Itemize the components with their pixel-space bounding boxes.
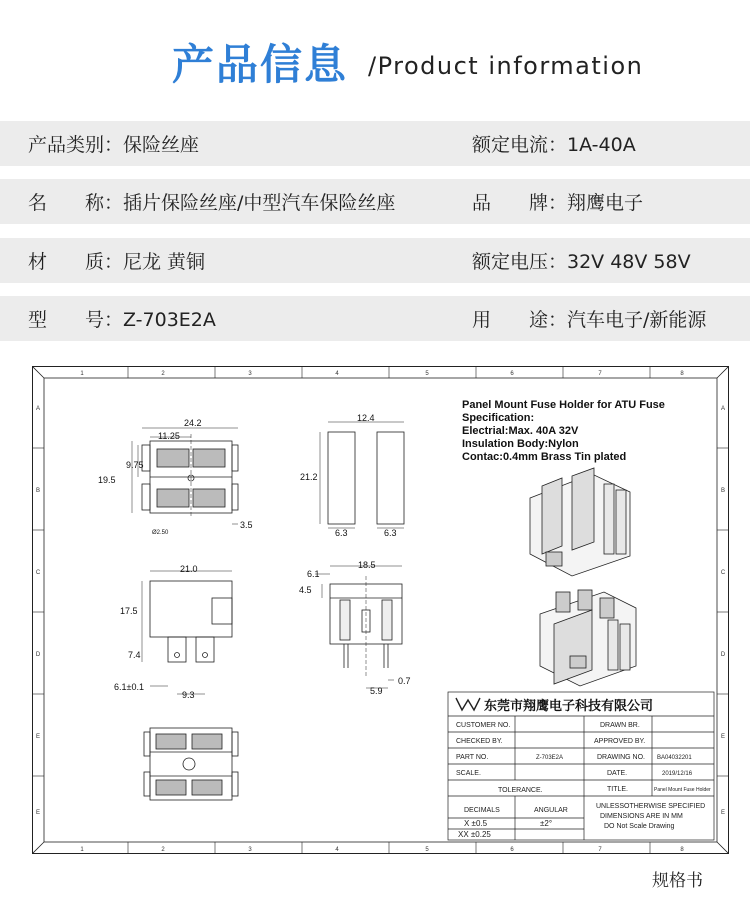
col-label: 8 (680, 371, 684, 377)
row-label: A (35, 406, 41, 412)
spec-material: 材 质：尼龙 黄铜 (28, 251, 206, 273)
date-value: 2019/12/16 (662, 771, 693, 777)
drawing-no-label: DRAWING NO. (597, 754, 645, 761)
col-label: 6 (510, 371, 514, 377)
spec-line: Electrial:Max. 40A 32V (462, 425, 579, 437)
dim-6-1-tol: 6.1±0.1 (114, 682, 144, 692)
dim-6-1: 6.1 (307, 569, 320, 579)
dim-9-3: 9.3 (182, 690, 195, 700)
row-label: E (35, 810, 41, 816)
drawing-no-value: BA04032201 (657, 755, 692, 761)
title-value: Panel Mount Fuse Holder (654, 787, 711, 793)
col-label: 5 (425, 371, 429, 377)
col-label: 4 (335, 847, 339, 853)
col-label: 1 (80, 847, 84, 853)
dim-6-3b: 6.3 (384, 528, 397, 538)
col-label: 2 (161, 371, 165, 377)
title-label: TITLE. (607, 786, 629, 793)
row-label: D (720, 652, 726, 658)
dim-5-9: 5.9 (370, 686, 383, 696)
row-label: B (35, 488, 41, 494)
decimals-label: DECIMALS (464, 807, 500, 814)
dim-4-5: 4.5 (299, 585, 312, 595)
spec-rated-voltage: 额定电压：32V 48V 58V (472, 251, 691, 273)
row-label: D (35, 652, 41, 658)
tolerance-label: TOLERANCE. (498, 787, 543, 794)
page-title-cn: 产品信息 (172, 40, 349, 89)
dim-7-4: 7.4 (128, 650, 141, 660)
spec-line: Insulation Body:Nylon (462, 438, 579, 450)
dim-19-5: 19.5 (98, 475, 116, 485)
spec-model: 型 号：Z-703E2A (28, 309, 216, 331)
col-label: 8 (680, 847, 684, 853)
spec-row-1 (0, 121, 750, 166)
page-header (0, 0, 750, 112)
customer-no-label: CUSTOMER NO. (456, 722, 511, 729)
part-no-value: Z-703E2A (536, 755, 564, 761)
approved-by-label: APPROVED BY. (594, 738, 646, 745)
angle-tolerance: ±2° (540, 819, 553, 828)
col-label: 5 (425, 847, 429, 853)
technical-drawing (32, 366, 729, 854)
row-label: A (720, 406, 726, 412)
scale-label: SCALE. (456, 770, 481, 777)
date-label: DATE. (607, 770, 628, 777)
page-title-en: /Product information (368, 52, 644, 80)
spec-rated-current: 额定电流：1A-40A (472, 134, 636, 156)
company-name: 东莞市翔鹰电子科技有限公司 (484, 698, 654, 713)
checked-by-label: CHECKED BY. (456, 738, 503, 745)
dim-9-75: 9.75 (126, 460, 144, 470)
x-tolerance: X ±0.5 (464, 819, 488, 828)
dim-24-2: 24.2 (184, 418, 202, 428)
spec-line: Panel Mount Fuse Holder for ATU Fuse (462, 399, 665, 411)
dim-21-2: 21.2 (300, 472, 318, 482)
spec-application: 用 途：汽车电子/新能源 (472, 309, 707, 331)
spec-row-2 (0, 179, 750, 224)
dim-17-5: 17.5 (120, 606, 138, 616)
dim-12-4: 12.4 (357, 413, 375, 423)
drawn-by-label: DRAWN BR. (600, 722, 640, 729)
note-line: UNLESSOTHERWISE SPECIFIED (596, 803, 706, 810)
spec-row-4 (0, 296, 750, 341)
dim-diameter: Ø2.50 (152, 530, 169, 536)
dim-3-5: 3.5 (240, 520, 253, 530)
dim-11-25: 11.25 (158, 431, 180, 441)
xx-tolerance: XX ±0.25 (458, 830, 491, 839)
dim-6-3a: 6.3 (335, 528, 348, 538)
dim-0-7: 0.7 (398, 676, 411, 686)
row-label: E (720, 734, 726, 740)
spec-line: Contac:0.4mm Brass Tin plated (462, 451, 627, 463)
col-label: 4 (335, 371, 339, 377)
row-label: B (720, 488, 726, 494)
spec-row-3 (0, 238, 750, 283)
row-label: E (35, 734, 41, 740)
col-label: 3 (248, 847, 252, 853)
col-label: 7 (598, 371, 602, 377)
note-line: DO Not Scale Drawing (604, 823, 675, 830)
part-no-label: PART NO. (456, 754, 489, 761)
row-label: C (720, 570, 726, 576)
col-label: 3 (248, 371, 252, 377)
spec-line: Specification: (462, 412, 535, 424)
row-label: C (35, 570, 41, 576)
spec-brand: 品 牌：翔鹰电子 (472, 192, 644, 214)
col-label: 6 (510, 847, 514, 853)
col-label: 7 (598, 847, 602, 853)
col-label: 2 (161, 847, 165, 853)
spec-category: 产品类别：保险丝座 (28, 134, 200, 156)
footer-spec-label: 规格书 (652, 871, 703, 891)
note-line: DIMENSIONS ARE IN MM (600, 813, 683, 820)
spec-name: 名 称：插片保险丝座/中型汽车保险丝座 (28, 192, 396, 214)
angular-label: ANGULAR (534, 807, 568, 814)
col-label: 1 (80, 371, 84, 377)
dim-18-5: 18.5 (358, 560, 376, 570)
dim-21-0: 21.0 (180, 564, 198, 574)
row-label: E (720, 810, 726, 816)
